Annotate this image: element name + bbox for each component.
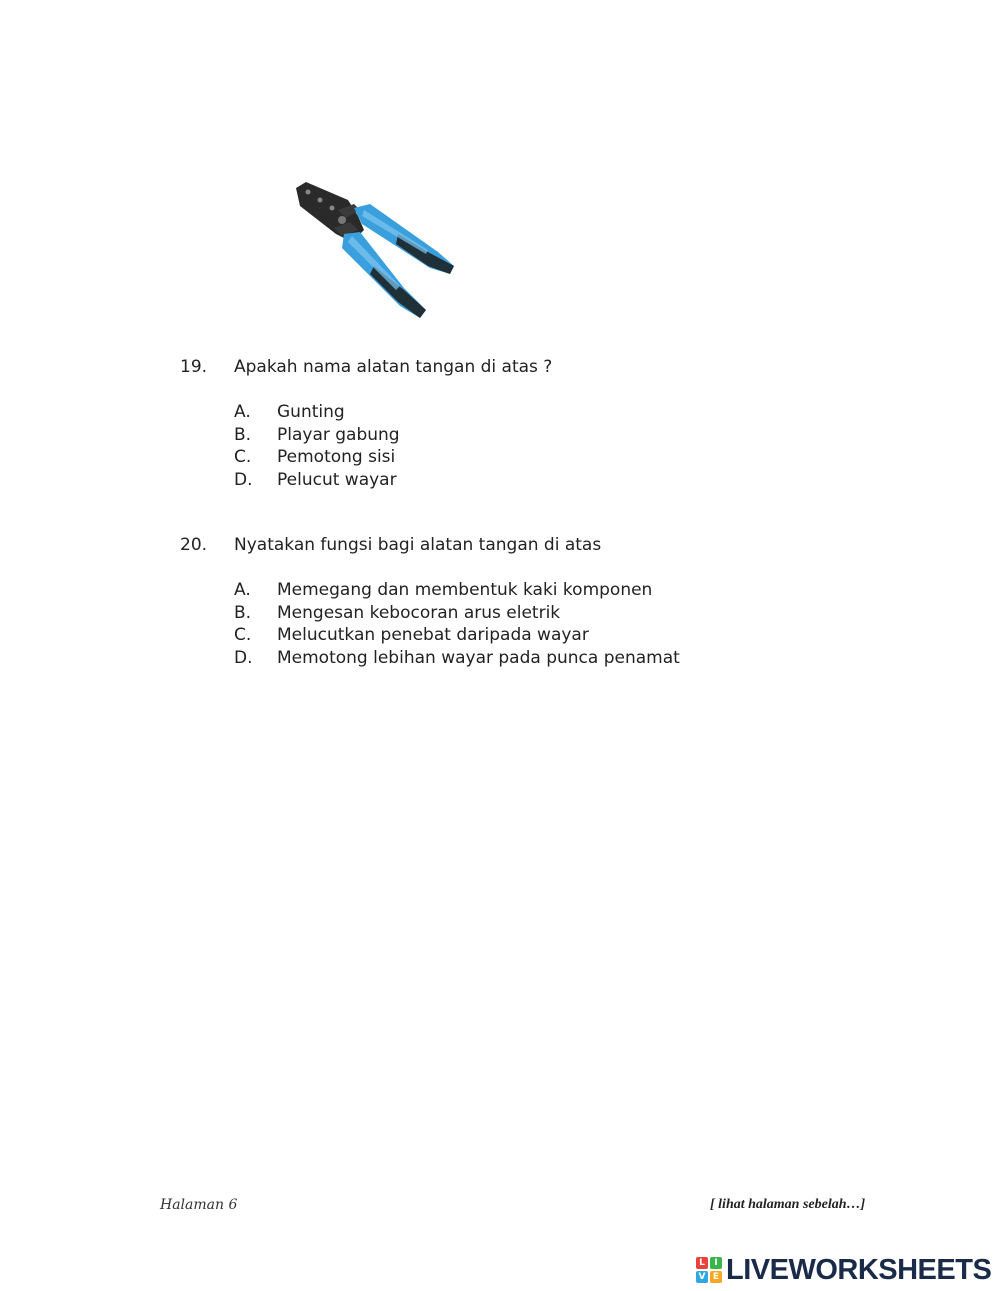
question-text: Apakah nama alatan tangan di atas ? [234, 357, 553, 377]
option-letter: B. [234, 602, 252, 623]
liveworksheets-brand[interactable] [696, 1254, 991, 1286]
option-text: Melucutkan penebat daripada wayar [277, 625, 589, 646]
option-letter: A. [234, 580, 251, 600]
logo-letter: L [696, 1257, 708, 1269]
brand-name: LIVEWORKSHEETS [726, 1253, 992, 1286]
page-number: Halaman 6 [160, 1197, 238, 1213]
option-text: Pemotong sisi [277, 447, 396, 468]
option-letter: C. [234, 625, 252, 646]
option-letter: A. [234, 402, 251, 422]
option-text: Memotong lebihan wayar pada punca penamat [277, 648, 680, 669]
option-letter: D. [234, 648, 253, 669]
next-page-note: [ lihat halaman sebelah…] [710, 1197, 866, 1212]
logo-letter: V [696, 1271, 708, 1283]
logo-letter: E [710, 1271, 722, 1283]
liveworksheets-logo-icon [696, 1257, 722, 1283]
option-text: Memegang dan membentuk kaki komponen [277, 580, 653, 600]
option-text: Playar gabung [277, 424, 400, 445]
logo-letter: I [710, 1257, 722, 1269]
option-letter: B. [234, 424, 252, 445]
option-text: Pelucut wayar [277, 470, 397, 491]
option-text: Gunting [277, 402, 345, 422]
option-letter: C. [234, 447, 252, 468]
option-text: Mengesan kebocoran arus eletrik [277, 602, 561, 623]
option-letter: D. [234, 470, 253, 491]
question-number: 20. [180, 535, 208, 555]
question-number: 19. [180, 357, 208, 377]
question-text: Nyatakan fungsi bagi alatan tangan di atas [234, 535, 602, 555]
wire-stripper-image [278, 170, 468, 330]
